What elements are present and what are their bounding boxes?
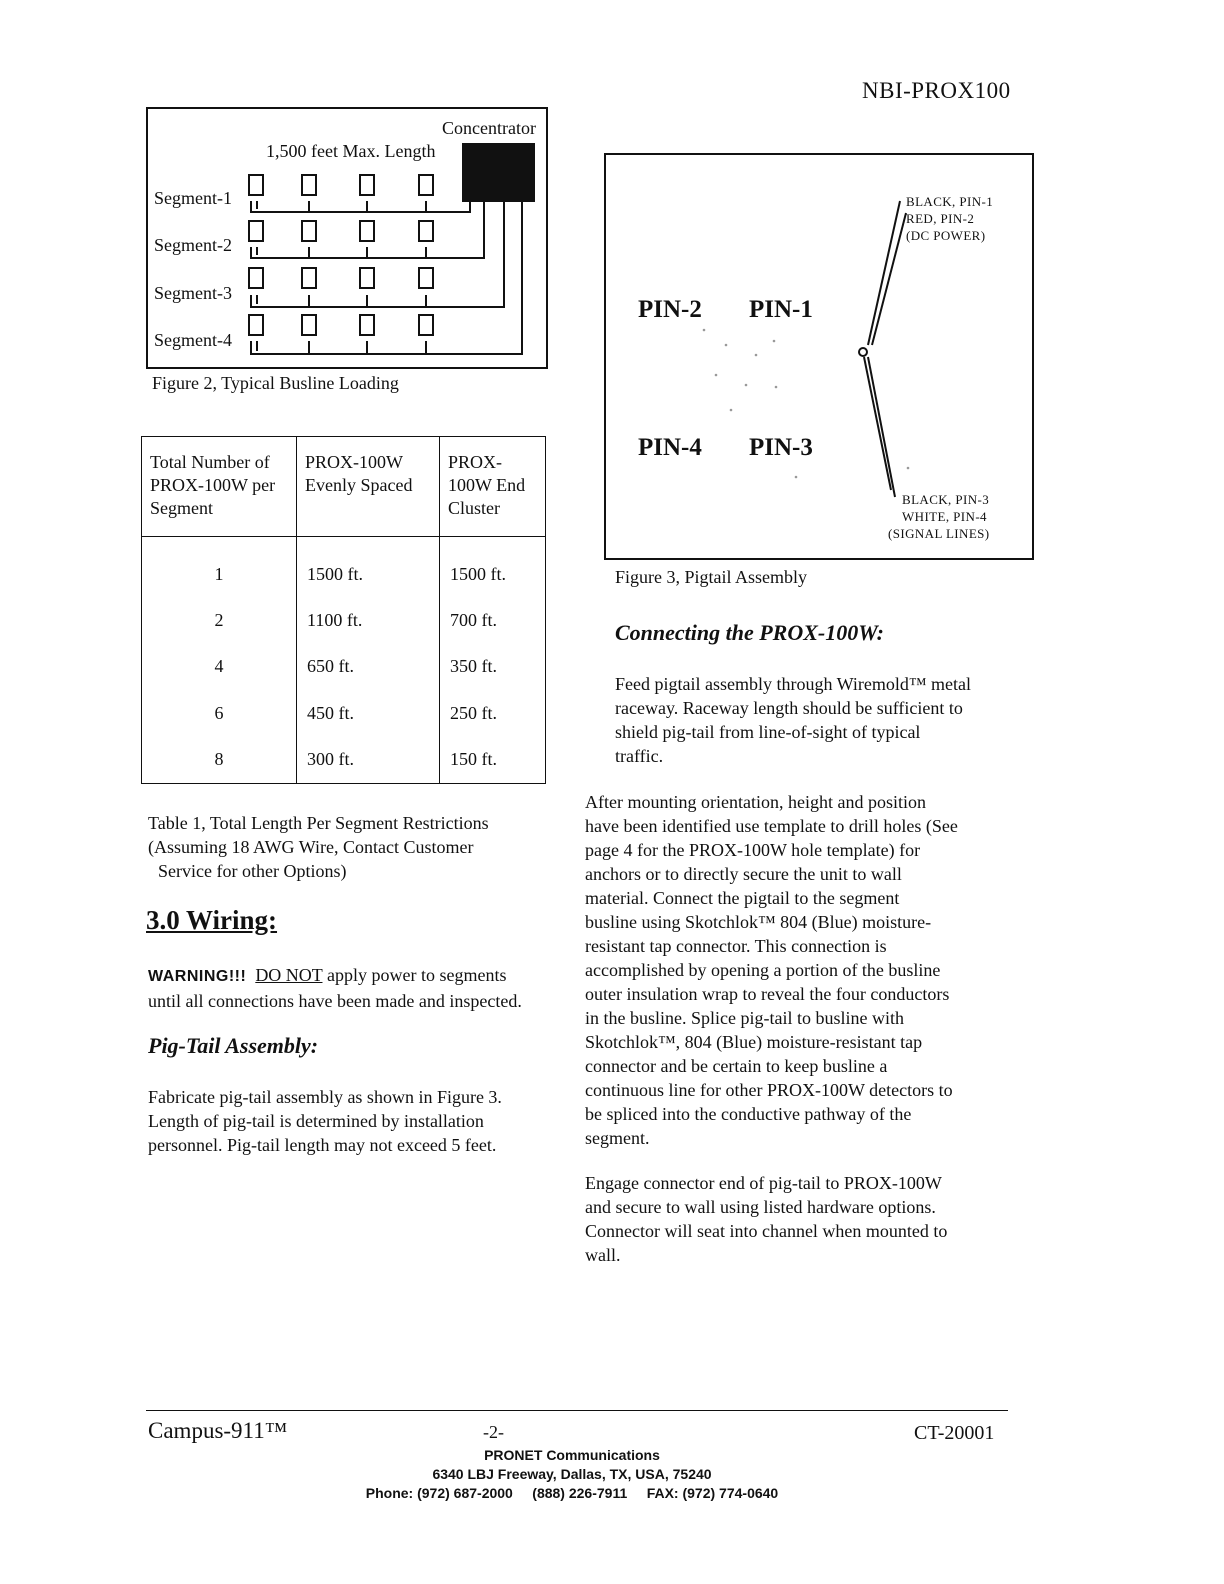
paragraph-line: resistant tap connector. This connection is [585, 936, 887, 956]
figure-busline-loading [146, 107, 548, 369]
note-line: WHITE, PIN-4 [902, 509, 987, 524]
paragraph-line: continuous line for other PROX-100W detectors to [585, 1080, 953, 1100]
footer-contact: Phone: (972) 687-2000 (888) 226-7911 FAX: (972) 774-0640 [365, 1485, 779, 1501]
warning-text: apply power to segments [322, 965, 507, 985]
paragraph-line: page 4 for the PROX-100W hole template) for [585, 840, 921, 860]
paragraph-line: shield pig-tail from line-of-sight of typical [615, 722, 921, 742]
table1-caption [148, 811, 489, 883]
table-row [142, 536, 545, 597]
pigtail-section-title: Pig-Tail Assembly: [148, 1033, 319, 1058]
pigtail-wires [859, 201, 906, 497]
table-header-row [142, 437, 545, 536]
table-row [142, 597, 545, 643]
pin-label: PIN-4 [638, 434, 702, 461]
paragraph-line: outer insulation wrap to reveal the four conductors [585, 984, 950, 1004]
footer-address: 6340 LBJ Freeway, Dallas, TX, USA, 75240 [432, 1466, 712, 1482]
connecting-paragraph-1 [615, 672, 971, 768]
pin-label: PIN-1 [749, 296, 813, 323]
paragraph-line: connector and be certain to keep busline a [585, 1056, 888, 1076]
detector-box [302, 315, 316, 335]
note-line: (SIGNAL LINES) [888, 526, 990, 541]
paragraph-line: have been identified use template to drill holes (See [585, 816, 958, 836]
detector-box [419, 268, 433, 288]
note-line: RED, PIN-2 [906, 211, 975, 226]
table-header: PROX-100W End Cluster [440, 437, 546, 536]
footer-doc-number: CT-20001 [914, 1422, 995, 1444]
table-cell: 8 [142, 737, 297, 783]
footer-divider [146, 1410, 1008, 1411]
table-cell: 700 ft. [450, 610, 497, 631]
paragraph-line: busline using Skotchlok™ 804 (Blue) moisture- [585, 912, 932, 932]
paragraph-line: After mounting orientation, height and position [585, 792, 926, 812]
connecting-paragraph-3 [585, 1171, 947, 1267]
paragraph-line: Connector will seat into channel when mounted to [585, 1221, 948, 1241]
segment-label: Segment-1 [154, 188, 232, 208]
detector-box [249, 315, 263, 335]
table-cell: 250 ft. [450, 702, 497, 723]
detector-box [302, 221, 316, 241]
table-header: Total Number of PROX-100W per Segment [142, 437, 297, 536]
document-id: NBI-PROX100 [862, 78, 1011, 103]
connecting-paragraph-2 [585, 790, 958, 1150]
detector-box [360, 175, 374, 195]
warning-text: until all connections have been made and inspected. [148, 991, 522, 1011]
segment-length-table [141, 436, 546, 784]
detector-box [419, 175, 433, 195]
footer-product: Campus-911™ [148, 1418, 288, 1443]
note-line: (DC POWER) [906, 228, 986, 243]
paragraph-line: raceway. Raceway length should be sufficient to [615, 698, 963, 718]
table-cell: 6 [142, 690, 297, 736]
table-row [142, 690, 545, 736]
caption-line: (Assuming 18 AWG Wire, Contact Customer [148, 837, 474, 857]
table-cell: 450 ft. [297, 690, 440, 736]
paragraph-line: in the busline. Splice pig-tail to busline with [585, 1008, 904, 1028]
pigtail-paragraph [148, 1085, 502, 1157]
paragraph-line: Length of pig-tail is determined by installation [148, 1111, 484, 1131]
paragraph-line: segment. [585, 1128, 650, 1148]
caption-line: Table 1, Total Length Per Segment Restrictions [148, 813, 489, 833]
note-line: BLACK, PIN-3 [902, 492, 990, 507]
detector-box [302, 268, 316, 288]
table-cell: 1 [142, 536, 297, 597]
table-cell: 1500 ft. [450, 563, 506, 584]
figure2-caption: Figure 2, Typical Busline Loading [152, 373, 399, 393]
pin-label: PIN-2 [638, 296, 702, 323]
figure-pigtail-assembly [604, 153, 1034, 560]
paragraph-line: be spliced into the conductive pathway of the [585, 1104, 912, 1124]
segment-label: Segment-2 [154, 235, 232, 255]
paragraph-line: Engage connector end of pig-tail to PROX-100W [585, 1173, 942, 1193]
segment-label: Segment-4 [154, 330, 232, 350]
table-row [142, 737, 545, 783]
concentrator-block [462, 143, 535, 202]
max-length-label: 1,500 feet Max. Length [266, 141, 436, 161]
detector-box [302, 175, 316, 195]
paragraph-line: traffic. [615, 746, 664, 766]
paragraph-line: material. Connect the pigtail to the segment [585, 888, 900, 908]
detector-box [360, 268, 374, 288]
connecting-section-title: Connecting the PROX-100W: [615, 620, 884, 645]
segment-wiring [251, 201, 522, 354]
detector-box [249, 175, 263, 195]
table-cell: 1500 ft. [297, 536, 440, 597]
warning-emphasis: DO NOT [255, 965, 323, 985]
concentrator-label: Concentrator [442, 118, 536, 138]
table-header: PROX-100W Evenly Spaced [297, 437, 440, 536]
table-cell: 1100 ft. [297, 597, 440, 643]
table-cell: 300 ft. [297, 737, 440, 783]
detector-boxes [249, 175, 433, 335]
table-cell: 4 [142, 644, 297, 690]
wiring-warning [148, 963, 522, 1013]
paragraph-line: personnel. Pig-tail length may not exceed 5 feet. [148, 1135, 497, 1155]
warning-label: WARNING!!! [148, 968, 247, 985]
detector-box [360, 221, 374, 241]
note-line: BLACK, PIN-1 [906, 194, 994, 209]
detector-box [360, 315, 374, 335]
detector-box [419, 315, 433, 335]
paragraph-line: Skotchlok™, 804 (Blue) moisture-resistant tap [585, 1032, 923, 1052]
table-cell: 2 [142, 597, 297, 643]
table-cell: 150 ft. [450, 749, 497, 770]
paragraph-line: anchors or to directly secure the unit to wall [585, 864, 902, 884]
power-lines-note [906, 193, 993, 244]
pin-label: PIN-3 [749, 434, 813, 461]
detector-box [249, 268, 263, 288]
paragraph-line: accomplished by opening a portion of the busline [585, 960, 941, 980]
caption-line: Service for other Options) [158, 861, 347, 881]
paragraph-line: and secure to wall using listed hardware options. [585, 1197, 936, 1217]
paragraph-line: Feed pigtail assembly through Wiremold™ metal [615, 674, 972, 694]
table-cell: 650 ft. [297, 644, 440, 690]
table-row [142, 644, 545, 690]
table-cell: 350 ft. [450, 656, 497, 677]
signal-lines-note [888, 491, 990, 542]
footer-company: PRONET Communications [484, 1447, 660, 1463]
detector-box [419, 221, 433, 241]
wiring-section-title: 3.0 Wiring: [146, 905, 278, 935]
footer-page-number: -2- [483, 1422, 504, 1442]
segment-label: Segment-3 [154, 283, 232, 303]
figure3-caption: Figure 3, Pigtail Assembly [615, 567, 808, 587]
paragraph-line: Fabricate pig-tail assembly as shown in Figure 3. [148, 1087, 502, 1107]
detector-box [249, 221, 263, 241]
paragraph-line: wall. [585, 1245, 621, 1265]
